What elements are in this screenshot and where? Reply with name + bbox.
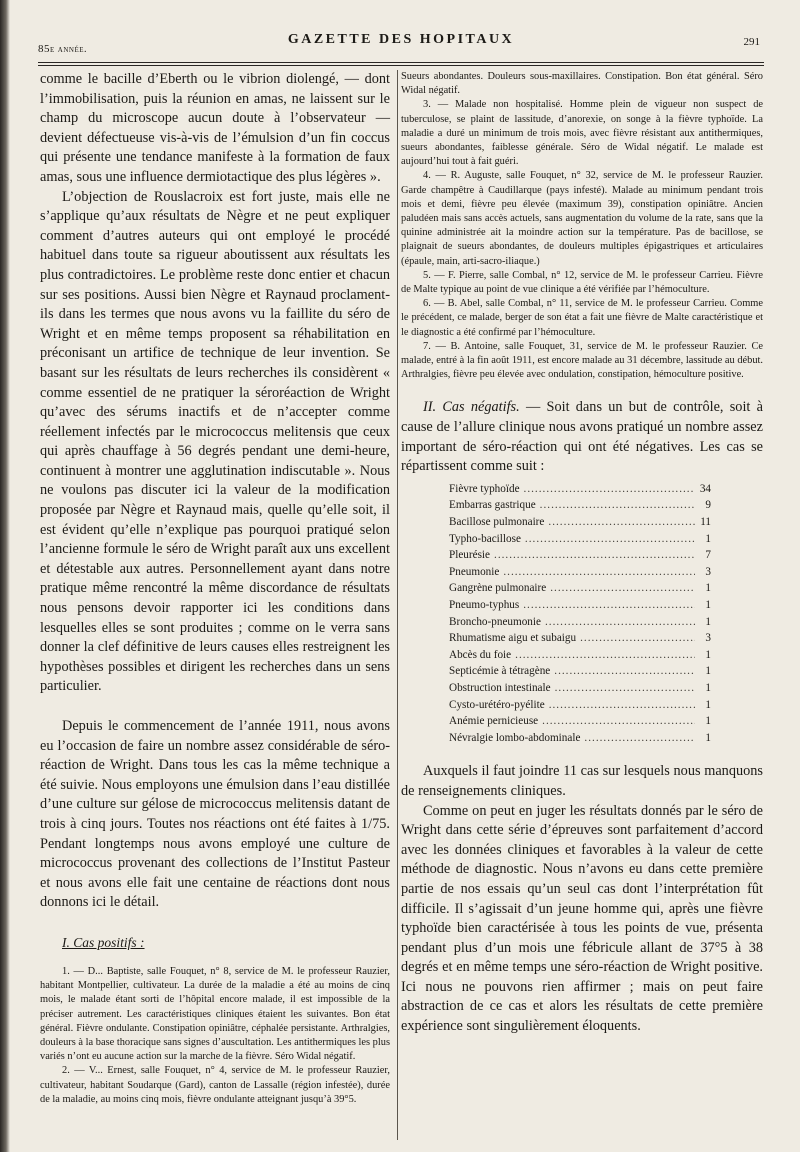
negative-cases-table bbox=[449, 481, 711, 747]
table-row: Typho-bacillose ..... 1 bbox=[449, 531, 711, 548]
paragraph-negative-cases: II. Cas négatifs. — Soit dans un but de contrôle, soit à cause de l’allure clinique nous avons pratiqué un nombre assez important de séro-réaction qui ont été négatives. Les cas se répartissent comme suit : bbox=[401, 399, 763, 475]
table-row: Pneumonie ..... 3 bbox=[449, 564, 711, 581]
case-3: 3. — Malade non hospitalisé. Homme plein de vigueur non suspect de tuberculose, se plaint de lassitude, d’anorexie, on songe à la fièvre typhoïde. La maladie a duré un minimum de trois mois, avec fièvre résistant aux antithermiques, sueurs abondantes, faiblesse générale. Séro de Widal négatif. Le malade est aujourd’hui tout à fait guéri. bbox=[401, 99, 763, 168]
table-row: Rhumatisme aigu et subaigu ..... 3 bbox=[449, 630, 711, 647]
table-row: Pneumo-typhus ..... 1 bbox=[449, 597, 711, 614]
case-6: 6. — B. Abel, salle Combal, n° 11, service de M. le professeur Carrieu. Comme le précédent, ce malade, berger de son état a fait une fièvre de Malte caractéristique et le diagnostic a été confirmé par l’hémoculture. bbox=[401, 298, 763, 338]
section-heading-positive: I. Cas positifs : bbox=[62, 934, 145, 950]
table-row: Broncho-pneumonie ..... 1 bbox=[449, 614, 711, 631]
case-1: 1. — D... Baptiste, salle Fouquet, n° 8, service de M. le professeur Rauzier, habitant Montpellier, cultivateur. La durée de la maladie a été au moins de cinq mois, le malade étant sorti de l’hôpital encore malade, il est impossible de la préciser autrement. Les caractéristiques cliniques étaient les suivantes. Bon état général. Fièvre ondulante. Constipation opiniâtre, céphalée persistante. Arthralgies, douleurs à la base thoracique sans signes d’auscultation. Les antithermiques les plus variés n’ont eu aucune action sur la marche de la fièvre. Séro Widal négatif. bbox=[40, 965, 390, 1063]
paragraph-methods: Depuis le commencement de l’année 1911, nous avons eu l’occasion de faire un nombre assez considérable de séro-réaction de Wright. Dans tous les cas la même technique a été suivie. Nous employons une émulsion dans l’eau distillée d’une culture sur gélose de micrococcus melitensis datant de trois à cinq jours. Toutes nos réactions ont été faites à 1/75. Pendant longtemps nous avons employé une culture de micrococcus provenant des collections de l’Institut Pasteur et nous avons elle fait une centaine de réactions dont nous donnons ici le détail. bbox=[40, 718, 390, 911]
journal-title: GAZETTE DES HOPITAUX bbox=[287, 32, 515, 47]
header-rule bbox=[38, 62, 764, 63]
page-binding-shadow bbox=[0, 0, 10, 1152]
paragraph-objection: L’objection de Rouslacroix est fort juste, mais elle ne s’applique qu’aux résultats de Nègre et ne peut expliquer comment d’autres auteurs qui ont employé le procédé habituel dans toute sa rigueur aboutissent aux résultats les plus contradictoires. Le problème reste donc entier et chacun sur ses positions. Aussi bien Nègre et Raynaud proclament-ils dans les termes que nous avons vu la faillite du séro de Wright et en même temps proposent sa réhabilitation en préconisant un artifice de technique de leur invention. Se basant sur les résultats de leurs recherches ils considèrent « comme essentiel de ne pratiquer la séroréaction de Wright qu’avec des sérums inactifs et de n’accepter comme réellement infectés par le micrococcus melitensis que ceux qui après chauffage à 56 degrés pendant une demi-heure, continuent à montrer une agglutination indiscutable ». Nous ne voulons pas discuter ici la valeur de la modification proposée par Nègre et Raynaud mais, quelle qu’elle soit, il est évident qu’elle n’explique pas pourquoi pratiqué selon l’ancienne formule le séro de Wright paraît aux uns excellent et détestable aux autres. Personnellement ayant dans notre pratique même rencontré la même discordance de résultats nous pensons devoir rapporter ici les conditions dans lesquelles elles se sont produites ; comme on le verra sans donner la clef définitive de leurs causes elles restreignent les hypothèses possibles et dirigent les recherches dans un sens particulier. bbox=[40, 188, 390, 695]
table-row: Pleurésie ..... 7 bbox=[449, 547, 711, 564]
paragraph-additional-cases: Auxquels il faut joindre 11 cas sur lesquels nous manquons de renseignements cliniques. bbox=[401, 763, 763, 799]
case-5: 5. — F. Pierre, salle Combal, n° 12, service de M. le professeur Carrieu. Fièvre de Malte typique au point de vue clinique a été vérifiée par l’hémoculture. bbox=[401, 269, 763, 296]
spacer bbox=[401, 382, 763, 398]
left-column bbox=[40, 70, 390, 1107]
section-heading-negative: II. Cas négatifs. bbox=[423, 399, 520, 416]
spacer bbox=[40, 913, 390, 933]
paragraph-conclusion: Comme on peut en juger les résultats donnés par le séro de Wright dans cette série d’épreuves sont parfaitement d’accord avec les données cliniques et favorables à la valeur de cette méthode de diagnostic. Nous n’avons eu dans cette première partie de nos essais qu’un seul cas dont l’interprétation fût difficile. Il s’agissait d’un jeune homme qui, après une fièvre typhoïde bien caractérisée à tous les points de vue, présenta pendant plus d’un mois une fébricule allant de 37°5 à 38 degrés et en même temps une séro-réaction de Wright positive. Ici nous ne pouvons rien affirmer ; mais on peut faire abstraction de ce cas et alors les résultats de cette première expérience sont singulièrement éloquents. bbox=[401, 802, 763, 1035]
table-row: Anémie pernicieuse ..... 1 bbox=[449, 713, 711, 730]
table-row: Bacillose pulmonaire ..... 11 bbox=[449, 514, 711, 531]
spacer bbox=[40, 953, 390, 965]
header-rule-thin bbox=[38, 65, 764, 66]
page-number: 291 bbox=[743, 36, 760, 48]
spacer bbox=[40, 697, 390, 717]
case-4: 4. — R. Auguste, salle Fouquet, n° 32, service de M. le professeur Rauzier. Garde champêtre à Caudillarque (pays infesté). Malade au minimum pendant trois mois et demi, fièvre peu élevée (maximum 39), constipation opiniâtre. Ancien paludéen mais sans accès actuels, sans augmentation du volume de la rate, sans que la quinine administrée ait la moindre action sur la température. Pas de bacillose, se plaignait de sueurs abondantes, de douleurs multiples épigastriques et articulaires (épaule, main, arti-sacro-iliaque.) bbox=[401, 170, 763, 267]
right-column bbox=[401, 70, 763, 1037]
table-row: Cysto-urétéro-pyélite ..... 1 bbox=[449, 697, 711, 714]
table-row: Gangrène pulmonaire ..... 1 bbox=[449, 580, 711, 597]
column-divider bbox=[397, 70, 398, 1140]
paragraph-continuation: comme le bacille d’Eberth ou le vibrion diolengé, — dont l’immobilisation, puis la réunion en amas, ne laissent sur le champ du microscope aucun doute à l’observateur — devient défectueuse vis-à-vis de l’émulsion d’un fin coccus qui présente une tendance manifeste à la formation de faux amas, sous une influence dermiotactique des plus légères ». bbox=[40, 71, 390, 185]
table-row: Septicémie à tétragène ..... 1 bbox=[449, 663, 711, 680]
table-row: Abcès du foie ..... 1 bbox=[449, 647, 711, 664]
table-row: Fièvre typhoïde ..... 34 bbox=[449, 481, 711, 498]
case-7: 7. — B. Antoine, salle Fouquet, 31, service de M. le professeur Rauzier. Ce malade, entré à la fin août 1911, est encore malade au 31 décembre, lassitude au début. Arthralgies, fièvre peu élevée avec ondulation, constipation, hémoculture positive. bbox=[401, 340, 763, 381]
case-2-continuation: Sueurs abondantes. Douleurs sous-maxillaires. Constipation. Bon état général. Séro Widal négatif. bbox=[401, 71, 763, 97]
spacer bbox=[401, 746, 763, 762]
volume-label: 85e année. bbox=[38, 43, 87, 55]
table-row: Embarras gastrique ..... 9 bbox=[449, 497, 711, 514]
case-2: 2. — V... Ernest, salle Fouquet, n° 4, service de M. le professeur Rauzier, cultivateur, habitant Soudarque (Gard), canton de Lassalle (région infestée), durée de la maladie, au moins cinq mois, fièvre ondulante atteignant jusqu’à 39°5. bbox=[40, 1065, 390, 1105]
page-header bbox=[38, 30, 764, 60]
table-row: Névralgie lombo-abdominale ..... 1 bbox=[449, 730, 711, 747]
table-row: Obstruction intestinale ..... 1 bbox=[449, 680, 711, 697]
